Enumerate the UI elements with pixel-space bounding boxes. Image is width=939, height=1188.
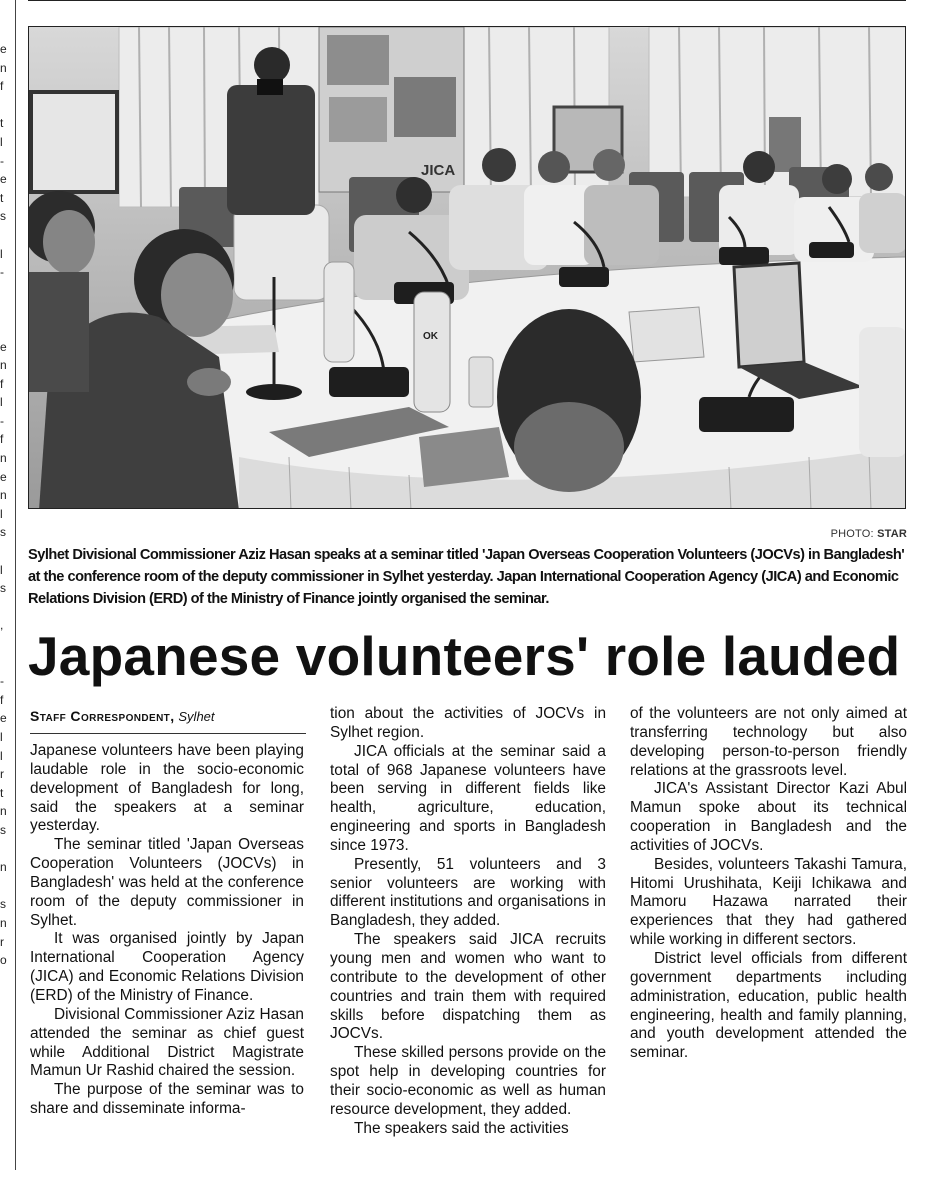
- fragment-char: l: [0, 729, 3, 744]
- fragment-char: s: [0, 897, 6, 912]
- photo-caption: Sylhet Divisional Commissioner Aziz Hasan speaks at a seminar titled 'Japan Overseas Cooperation Volunteers (JOCVs) in Bangladesh' at the conference room of the deputy commissioner in Sylhet yesterday. Japan International Cooperation Agency (JICA) and Economic Relations Division (ERD) of the Ministry of Finance jointly organised the seminar.: [28, 547, 905, 607]
- paragraph: These skilled persons provide on the spot help in developing countries for their socio-economic as well as human resource development, they added.: [330, 1044, 606, 1118]
- photo-credit-label: PHOTO:: [830, 528, 874, 540]
- paragraph: Japanese volunteers have been playing laudable role in the socio-economic development of Bangladesh for long, said the speakers at a seminar yesterday.: [30, 742, 304, 835]
- fragment-char: t: [0, 116, 4, 131]
- paragraph: Divisional Commissioner Aziz Hasan attended the seminar as chief guest while Additional District Magistrate Mamun Ur Rashid chaired the session.: [30, 1005, 304, 1080]
- fragment-char: ,: [0, 618, 4, 633]
- fragment-char: o: [0, 953, 7, 968]
- fragment-char: f: [0, 79, 4, 94]
- fragment-char: [0, 840, 8, 859]
- paragraph: The seminar titled 'Japan Overseas Cooperation Volunteers (JOCVs) in Bangladesh' was held at the conference room of the deputy commissioner in Sylhet.: [30, 836, 304, 929]
- fragment-char: n: [0, 451, 7, 466]
- news-photo: [28, 26, 906, 509]
- fragment-char: [0, 226, 8, 245]
- fragment-char: n: [0, 60, 7, 75]
- column-divider: [15, 0, 16, 1170]
- paragraph: District level officials from different government departments including administration, education, public health engineering, health and family planning, and youth development attended the seminar.: [630, 949, 907, 1062]
- byline-name: Staff Correspondent,: [30, 708, 175, 724]
- fragment-char: n: [0, 488, 7, 503]
- adjacent-column-fragments: [0, 40, 8, 1150]
- fragment-char: l: [0, 134, 3, 149]
- fragment-char: n: [0, 915, 7, 930]
- fragment-char: [0, 319, 8, 338]
- paragraph: Presently, 51 volunteers and 3 senior volunteers are working with different institutions and organisations in Bangladesh, they added.: [330, 855, 606, 930]
- fragment-char: e: [0, 339, 7, 354]
- paragraph: tion about the activities of JOCVs in Sylhet region.: [330, 705, 606, 741]
- article-column-2: [330, 705, 606, 1138]
- headline: Japanese volunteers' role lauded: [28, 625, 901, 687]
- paragraph: The purpose of the seminar was to share and disseminate informa-: [30, 1081, 304, 1118]
- fragment-char: l: [0, 748, 3, 763]
- fragment-char: s: [0, 525, 6, 540]
- byline-place: Sylhet: [178, 709, 215, 724]
- fragment-char: [0, 96, 8, 115]
- fragment-char: s: [0, 581, 6, 596]
- paragraph: The speakers said the activities: [354, 1119, 569, 1137]
- paragraph: The speakers said JICA recruits young men and women who want to contribute to the development of other countries and train them with required skills before dispatching them as JOCVs.: [330, 931, 606, 1043]
- fragment-char: n: [0, 358, 7, 373]
- article-column-3: [630, 705, 907, 1063]
- fragment-char: [0, 877, 8, 896]
- paragraph: Besides, volunteers Takashi Tamura, Hitomi Urushihata, Keiji Ichikawa and Mamoru Hazawa narrated their experiences that they had gathered while working in different sectors.: [630, 855, 907, 949]
- byline: [30, 706, 306, 734]
- fragment-char: [0, 635, 8, 654]
- top-rule: [28, 0, 906, 1]
- paragraph: JICA officials at the seminar said a total of 968 Japanese volunteers have been serving in different fields like health, agriculture, education, engineering and sports in Bangladesh since 1973.: [330, 742, 606, 854]
- fragment-char: l: [0, 246, 3, 261]
- fragment-char: t: [0, 785, 4, 800]
- photo-credit: [831, 528, 907, 540]
- fragment-char: e: [0, 172, 7, 187]
- fragment-char: -: [0, 265, 4, 280]
- fragment-char: -: [0, 413, 4, 428]
- paragraph: It was organised jointly by Japan International Cooperation Agency (JICA) and Economic Relations Division (ERD) of the Ministry of Finance.: [30, 930, 304, 1004]
- fragment-char: s: [0, 209, 6, 224]
- fragment-char: e: [0, 711, 7, 726]
- fragment-char: e: [0, 42, 7, 56]
- photo-credit-source: STAR: [877, 528, 907, 540]
- fragment-char: [0, 598, 8, 617]
- fragment-char: n: [0, 804, 7, 819]
- fragment-char: t: [0, 190, 4, 205]
- fragment-char: [0, 300, 8, 319]
- fragment-char: r: [0, 767, 4, 782]
- bottle-label: OK: [423, 331, 438, 342]
- banner-logo-text: JICA: [421, 162, 456, 179]
- fragment-char: f: [0, 432, 4, 447]
- paragraph: JICA's Assistant Director Kazi Abul Mamun spoke about its technical cooperation in Bangladesh and the activities of JOCVs.: [630, 780, 907, 854]
- fragment-char: l: [0, 562, 3, 577]
- fragment-char: -: [0, 674, 4, 689]
- paragraph: of the volunteers are not only aimed at transferring technology but also developing person-to-person friendly relations at the grassroots level.: [630, 705, 907, 779]
- fragment-char: f: [0, 692, 4, 707]
- fragment-char: [0, 542, 8, 561]
- fragment-char: r: [0, 934, 4, 949]
- fragment-char: s: [0, 822, 6, 837]
- fragment-char: f: [0, 376, 4, 391]
- fragment-char: l: [0, 506, 3, 521]
- fragment-char: e: [0, 469, 7, 484]
- fragment-char: n: [0, 860, 7, 875]
- fragment-char: [0, 282, 8, 301]
- fragment-char: [0, 654, 8, 673]
- fragment-char: l: [0, 395, 3, 410]
- article-column-1: [30, 742, 304, 1119]
- fragment-char: -: [0, 153, 4, 168]
